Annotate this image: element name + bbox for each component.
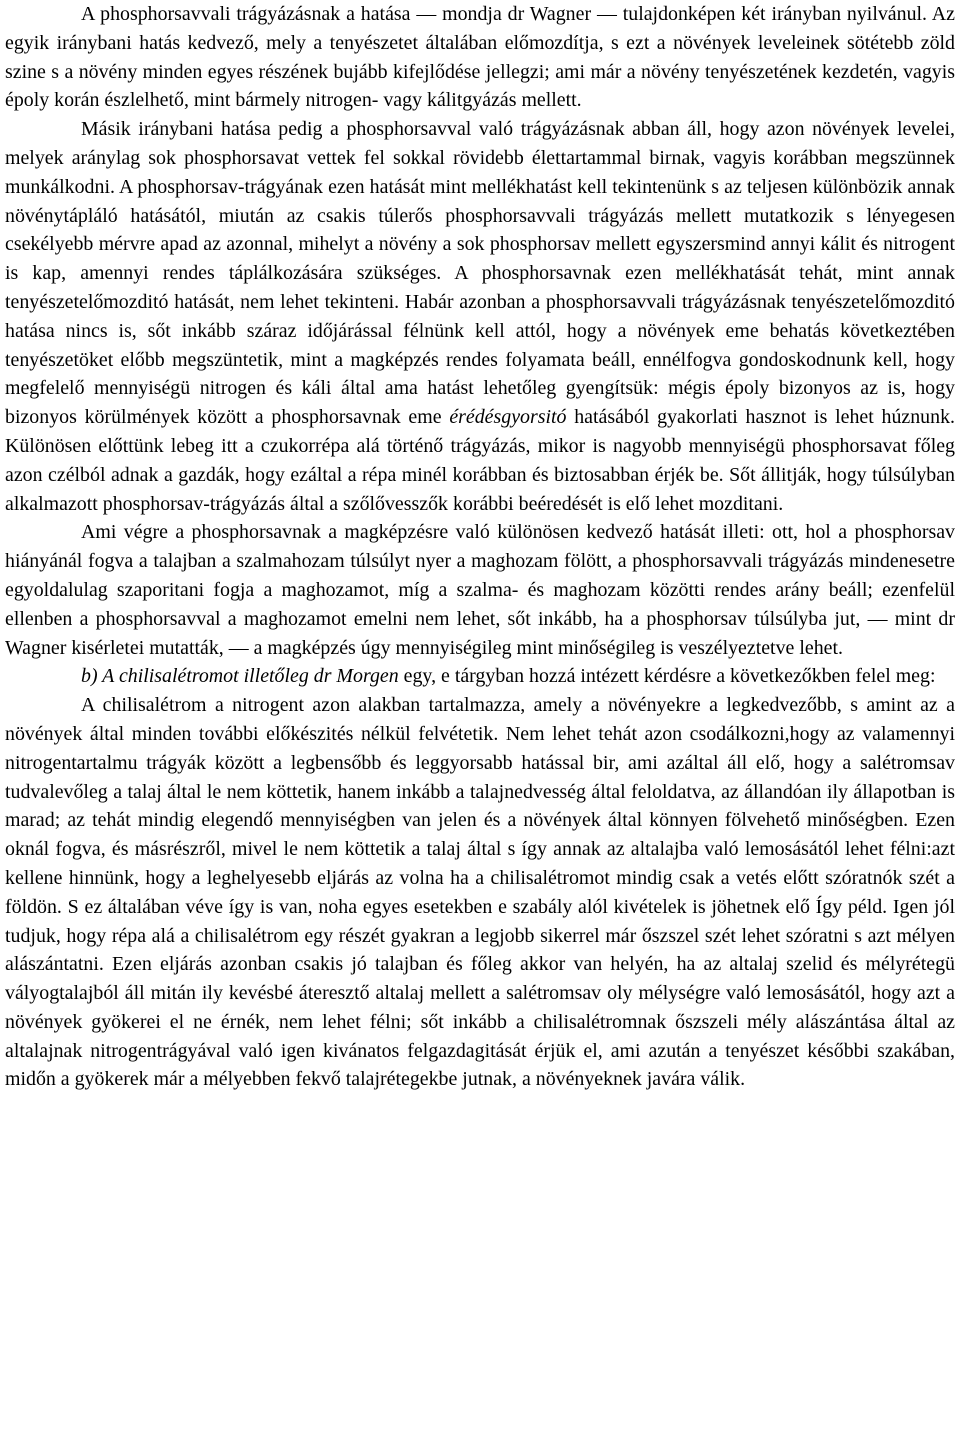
paragraph-text: egy, e tárgyban hozzá intézett kérdésre a következőkben felel meg: — [398, 665, 936, 688]
paragraph-chile-saltpeter — [5, 691, 955, 1094]
paragraph-section-b-heading — [5, 662, 955, 691]
paragraph-text: Ami végre a phosphorsavnak a magképzésre való különösen kedvező hatását illeti: ott, hol a phosphorsav hiányánál fogva a talajban a szalmahozam túlsúlyt nyer a maghozam fölött, a phosphorsavvali trágyázás mindenesetre egyoldalulag szaporitani fogja a maghozamot, míg a szalma- és maghozam közötti rendes arány beáll; ezenfelül ellenben a phosphorsavval a maghozamot emelni nem lehet, sőt inkább, ha a phosphorsav túlsúlyba jut, — mint dr Wagner kisérletei mutatták, — a magképzés úgy mennyiségileg mint minőségileg is veszélyeztetve lehet. — [5, 521, 955, 659]
paragraph-text: Másik iránybani hatása pedig a phosphorsavval való trágyázásnak abban áll, hogy azon növények levelei, melyek aránylag sok phosphorsavat vettek fel sokkal rövidebb élettartammal birnak, vagyis korábban megszünnek munkálkodni. A phosphorsav-trágyának ezen hatását mint mellékhatást kell tekintenünk s az teljesen különbözik annak növénytápláló hatásától, miután az csakis túlerős phosphorsavvali trágyázás mellett mutatkozik s lényegesen csekélyebb mérvre apad az azonnal, mihelyt a növény a sok phosphorsav mellett egyszersmind annyi kálit és nitrogent is kap, amennyi rendes táplálkozására szükséges. A phosphorsavnak ezen mellékhatását tehát, mint annak tenyészetelőmozditó hatását, nem lehet tekinteni. Habár azonban a phosphorsavvali trágyázásnak tenyészetelőmozditó hatása nincs is, sőt inkább száraz időjárással félnünk kell attól, hogy a növények eme behatás következtében tenyészetöket előbb megszüntetik, mint a magképzés rendes folyamata beáll, ennélfogva gondoskodnunk kell, hogy megfelelő mennyiségü nitrogen és káli által ama hatást lehetőleg gyengítsük: mégis époly bizonyos az is, hogy bizonyos körülmények között a phosphorsavnak eme — [5, 118, 955, 429]
paragraph-text: A chilisalétrom a nitrogent azon alakban tartalmazza, amely a növényekre a legkedvezőbb, s amint az a növények által minden további előkészités nélkül felvétetik. Nem lehet tehát azon csodálkozni,hogy az valamennyi nitrogentartalmu trágyák között a legbensőbb és leggyorsabb hatással bir, ami azáltal áll elő, hogy a salétromsav tudvalevőleg a talaj által le nem köttetik, hanem inkább a talajnedvesség által feloldatva, az állandóan ily állapotban is marad; az tehát mindig elegendő mennyiségben van jelen és a növények által könnyen fölvehető minőségben. Ezen oknál fogva, és másrészről, mivel le nem köttetik a talaj által s így annak az altalajba való lemosásától lehet félni:azt kellene hinnünk, hogy a leghelyesebb eljárás az volna ha a chilisalétromot mindig csak a vetés előtt szóratnók szét a földön. S ez általában véve így is van, noha egyes esetekben e szabály alól kivételek is jöhetnek elő Így péld. Igen jól tudjuk, hogy répa alá a chilisalétrom egy részét gyakran a legjobb sikerrel már őszszel szét lehet szóratni s azt mélyen alászántatni. Ezen eljárás azonban csakis jó talajban és főleg akkor van helyén, ha az altalaj szelid és mélyrétegü vályogtalajból áll mitán ily kevésbé áteresztő altalaj mellett a salétromsav oly mélységre való lemosásától, hogy azt a növények gyökerei el ne érnék, nem lehet félni; sőt inkább a chilisalétromnak őszszeli mély alászántása által az altalajnak nitrogentrágyával való igen kivánatos felgazdagitását érjük el, ami azután a tenyészet későbbi szakában, midőn a gyökerek már a mélyebben fekvő talajrétegekbe jutnak, a növényeknek javára válik. — [5, 694, 955, 1091]
paragraph-seed-formation — [5, 518, 955, 662]
document-page — [5, 0, 955, 1094]
emphasized-term: érédésgyorsitó — [449, 406, 567, 429]
section-heading: b) A chilisalétromot illetőleg dr Morgen — [81, 665, 399, 688]
paragraph-phosphoric-acid-effect — [5, 0, 955, 115]
paragraph-text: A phosphorsavvali trágyázásnak a hatása — mondja dr Wagner — tulajdonképen két irányban nyilvánul. Az egyik iránybani hatás kedvező, mely a tenyészetet általában előmozdítja, s ezt a növények leveleinek sötétebb zöld szine s a növény minden egyes részének bujább kifejlődése jellegzi; ami már a növény tenyészetének kezdetén, vagyis époly korán észlelhető, mint bármely nitrogen- vagy kálitgyázás mellett. — [5, 3, 955, 112]
paragraph-side-effect — [5, 115, 955, 518]
paragraph-text: hatásából gyakorlati hasznot is lehet húznunk. Különösen előttünk lebeg itt a czukorrépa alá történő trágyázás, mikor is nagyobb mennyiségü phosphorsavat főleg azon czélból adnak a gazdák, hogy ezáltal a répa minél korábban és biztosabban érjék be. Sőt állitják, hogy túlsúlyban alkalmazott phosphorsav-trágyázás által a szőlővesszők korábbi beéredését is elő lehet mozditani. — [5, 406, 955, 515]
